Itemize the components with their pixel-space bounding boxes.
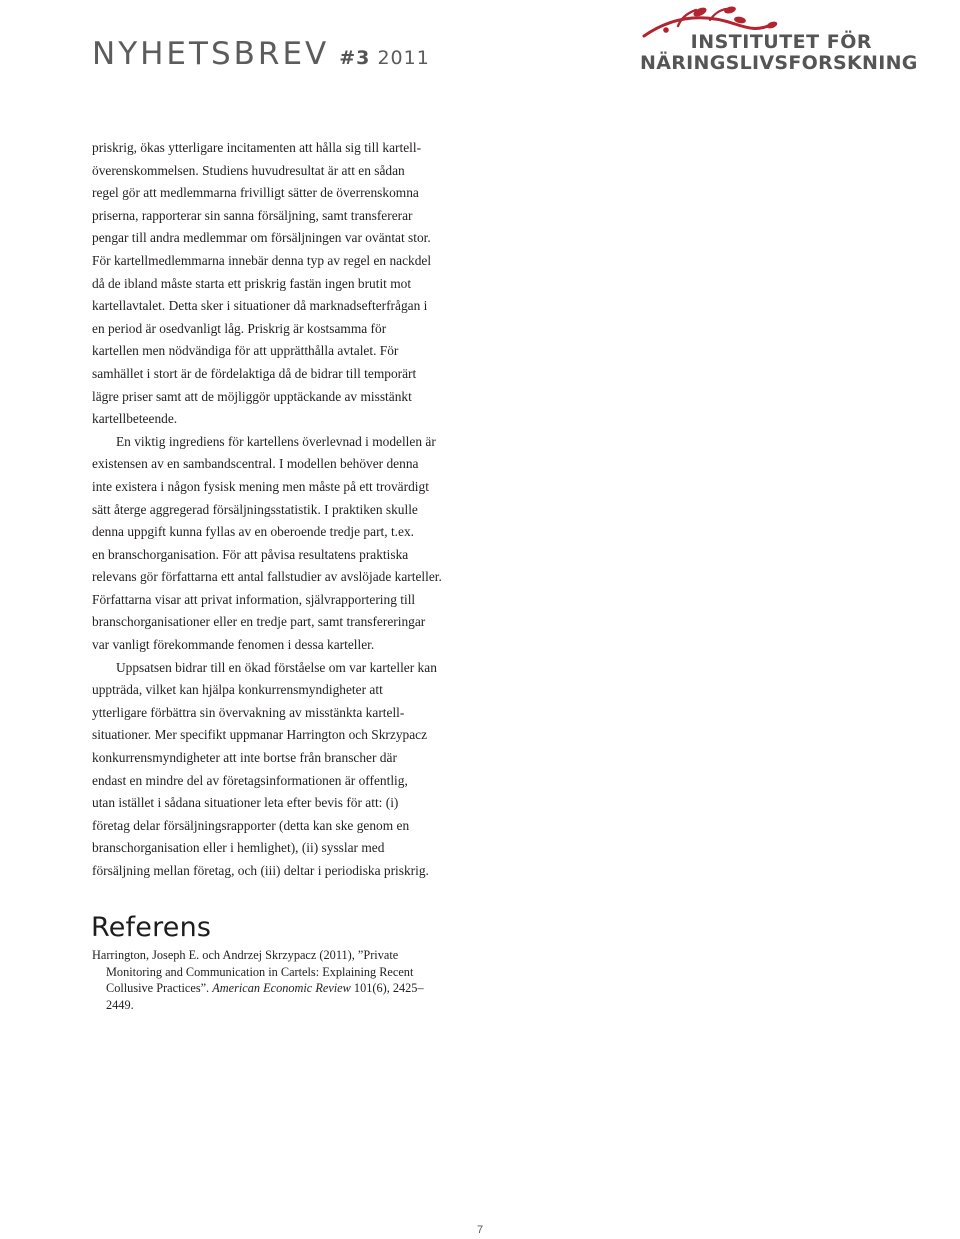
text-line: företag delar försäljningsrapporter (detta kan ske genom en bbox=[92, 817, 410, 833]
text-line: en period är osedvanligt låg. Priskrig är kostsamma för bbox=[92, 320, 387, 336]
journal-title: American Economic Review bbox=[212, 981, 351, 995]
reference-line: 2449. bbox=[106, 997, 134, 1012]
text-line: denna uppgift kunna fyllas av en oberoende tredje part, t.ex. bbox=[92, 524, 415, 540]
text-line: var vanligt förekommande fenomen i dessa karteller. bbox=[92, 637, 375, 653]
text-line: samhället i stort är de fördelaktiga då de bidrar till temporärt bbox=[92, 365, 417, 381]
text-line: ytterligare förbättra sin övervakning av misstänkta kartell- bbox=[92, 704, 405, 720]
text-line: priserna, rapporterar sin sanna försäljning, samt transfererar bbox=[92, 207, 413, 223]
newsletter-title-block bbox=[92, 36, 430, 72]
text-line: En viktig ingrediens för kartellens överlevnad i modellen är bbox=[116, 433, 436, 449]
issue-label bbox=[339, 47, 430, 69]
text-line: pengar till andra medlemmar om försäljningen var oväntat stor. bbox=[92, 230, 431, 246]
page-number: 7 bbox=[476, 1224, 484, 1236]
text-line: regel gör att medlemmarna frivilligt sätter de överrenskomna bbox=[92, 185, 419, 201]
text-line: överenskommelsen. Studiens huvudresultat är att en sådan bbox=[92, 162, 405, 178]
institute-logo bbox=[640, 6, 918, 76]
text-line: situationer. Mer specifikt uppmanar Harrington och Skrzypacz bbox=[92, 727, 428, 743]
text-line: existensen av en sambandscentral. I modellen behöver denna bbox=[92, 456, 419, 472]
text-line: inte existera i någon fysisk mening men måste på ett trovärdigt bbox=[92, 478, 429, 494]
issue-number: #3 bbox=[339, 47, 371, 69]
text-line: För kartellmedlemmarna innebär denna typ av regel en nackdel bbox=[92, 252, 432, 268]
text-line: uppträda, vilket kan hjälpa konkurrensmyndigheter att bbox=[92, 682, 383, 698]
text-line: försäljning mellan företag, och (iii) deltar i periodiska priskrig. bbox=[92, 863, 429, 878]
reference-text: 101(6), 2425– bbox=[350, 981, 424, 995]
text-line: kartellbeteende. bbox=[92, 411, 178, 427]
text-line: Författarna visar att privat information, självrapportering till bbox=[92, 591, 416, 607]
text-line: priskrig, ökas ytterligare incitamenten att hålla sig till kartell- bbox=[92, 140, 422, 155]
text-line: utan istället i sådana situationer leta efter bevis för att: (i) bbox=[92, 795, 399, 811]
references-heading: Referens bbox=[91, 912, 212, 943]
reference-entry bbox=[92, 947, 472, 1013]
text-line: lägre priser samt att de möjliggör upptäckande av misstänkt bbox=[92, 388, 412, 404]
reference-line bbox=[92, 980, 472, 997]
text-line: endast en mindre del av företagsinformationen är offentlig, bbox=[92, 772, 408, 788]
article-body bbox=[92, 137, 482, 883]
text-line: kartellavtalet. Detta sker i situationer då marknadsefterfrågan i bbox=[92, 298, 428, 314]
text-line: en branschorganisation. För att påvisa resultatens praktiska bbox=[92, 546, 409, 562]
text-line: Uppsatsen bidrar till en ökad förståelse om var karteller kan bbox=[116, 659, 437, 675]
reference-line: Harrington, Joseph E. och Andrzej Skrzypacz (2011), ”Private bbox=[92, 948, 399, 962]
newsletter-title: NYHETSBREV bbox=[92, 36, 330, 72]
text-line: branschorganisationer eller en tredje part, samt transfereringar bbox=[92, 614, 426, 630]
text-line: då de ibland måste starta ett priskrig fastän ingen brutit mot bbox=[92, 275, 412, 291]
text-line: kartellen men nödvändiga för att upprätthålla avtalet. För bbox=[92, 343, 399, 359]
institute-name-line1: INSTITUTET FÖR bbox=[690, 31, 872, 53]
text-line: relevans gör författarna ett antal fallstudier av avslöjade karteller. bbox=[92, 569, 442, 585]
institute-name bbox=[640, 31, 918, 74]
text-line: konkurrensmyndigheter att inte bortse från branscher där bbox=[92, 750, 397, 766]
reference-text: Collusive Practices”. bbox=[106, 981, 213, 995]
reference-line: Monitoring and Communication in Cartels: Explaining Recent bbox=[106, 964, 414, 979]
text-line: branschorganisation eller i hemlighet), (ii) sysslar med bbox=[92, 840, 385, 856]
issue-year: 2011 bbox=[377, 47, 430, 69]
text-line: sätt återge aggregerad försäljningsstatistik. I praktiken skulle bbox=[92, 501, 418, 517]
institute-name-line2: NÄRINGSLIVSFORSKNING bbox=[640, 52, 918, 74]
